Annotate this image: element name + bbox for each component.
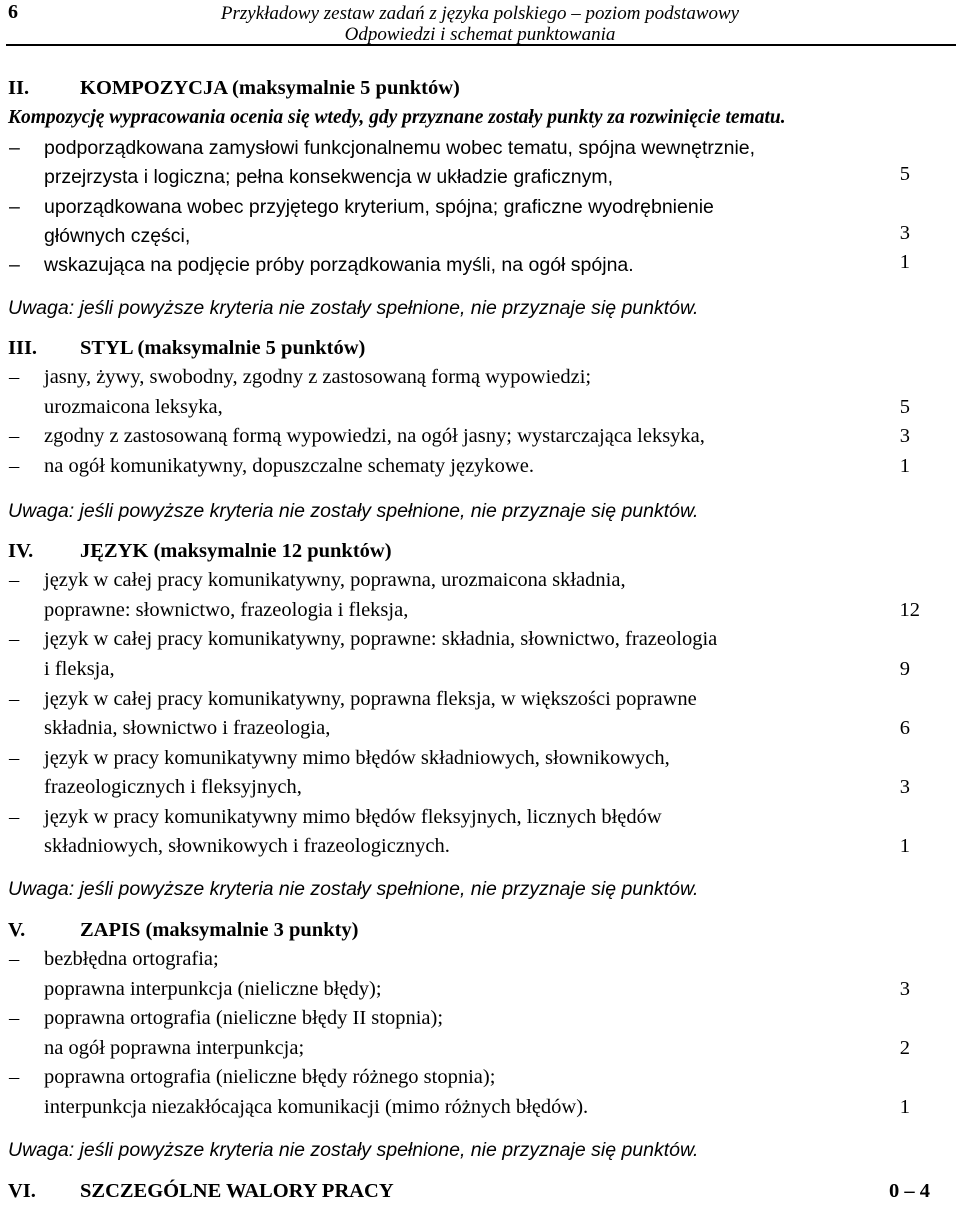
- dash-bullet: –: [9, 455, 20, 477]
- dash-bullet: –: [9, 688, 20, 710]
- criterion-text: poprawna ortografia (nieliczne błędy różnego stopnia);: [44, 1066, 496, 1088]
- page-number: 6: [8, 1, 18, 23]
- dash-bullet: –: [9, 425, 20, 447]
- criterion-text: jasny, żywy, swobodny, zgodny z zastosowaną formą wypowiedzi;: [44, 366, 592, 388]
- header-rule: [6, 44, 956, 46]
- section-title: JĘZYK (maksymalnie 12 punktów): [80, 540, 392, 562]
- section-title: ZAPIS (maksymalnie 3 punkty): [80, 919, 359, 941]
- criterion-text: język w pracy komunikatywny mimo błędów składniowych, słownikowych,: [44, 747, 670, 769]
- criterion-text: język w całej pracy komunikatywny, poprawna, urozmaicona składnia,: [44, 569, 626, 591]
- kompozycja-note: Uwaga: jeśli powyższe kryteria nie zostały spełnione, nie przyznaje się punktów.: [8, 297, 699, 319]
- section-title: KOMPOZYCJA (maksymalnie 5 punktów): [80, 77, 460, 99]
- criterion-text: uporządkowana wobec przyjętego kryterium, spójna; graficzne wyodrębnienie: [44, 196, 714, 218]
- dash-bullet: –: [9, 366, 20, 388]
- kompozycja-intro: Kompozycję wypracowania ocenia się wtedy, gdy przyznane zostały punkty za rozwinięcie tematu.: [8, 107, 786, 128]
- section-title: STYL (maksymalnie 5 punktów): [80, 337, 366, 359]
- points-value: 9: [899, 658, 910, 680]
- points-value: 3: [899, 222, 910, 244]
- criterion-text: urozmaicona leksyka,: [44, 396, 223, 418]
- criterion-text: język w całej pracy komunikatywny, poprawna fleksja, w większości poprawne: [44, 688, 697, 710]
- criterion-text: interpunkcja niezakłócająca komunikacji (mimo różnych błędów).: [44, 1096, 589, 1118]
- criterion-text: podporządkowana zamysłowi funkcjonalnemu wobec tematu, spójna wewnętrznie,: [44, 137, 756, 159]
- dash-bullet: –: [9, 628, 20, 650]
- points-value: 1: [899, 1096, 910, 1118]
- criterion-text: i fleksja,: [44, 658, 115, 680]
- zapis-note: Uwaga: jeśli powyższe kryteria nie zostały spełnione, nie przyznaje się punktów.: [8, 1139, 699, 1161]
- points-value: 5: [899, 396, 910, 418]
- criterion-text: frazeologicznych i fleksyjnych,: [44, 776, 302, 798]
- points-value: 3: [899, 425, 910, 447]
- dash-bullet: –: [9, 806, 20, 828]
- criterion-text: bezbłędna ortografia;: [44, 948, 219, 970]
- section-roman-numeral: III.: [8, 337, 38, 359]
- points-value: 1: [899, 251, 910, 273]
- criterion-text: przejrzysta i logiczna; pełna konsekwencja w układzie graficznym,: [44, 166, 614, 188]
- dash-bullet: –: [9, 747, 20, 769]
- dash-bullet: –: [9, 948, 20, 970]
- dash-bullet: –: [9, 196, 20, 218]
- criterion-text: składniowych, słownikowych i frazeologicznych.: [44, 835, 450, 857]
- criterion-text: język w całej pracy komunikatywny, poprawne: składnia, słownictwo, frazeologia: [44, 628, 718, 650]
- section-roman-numeral: V.: [8, 919, 26, 941]
- criterion-text: składnia, słownictwo i frazeologia,: [44, 717, 331, 739]
- styl-note: Uwaga: jeśli powyższe kryteria nie zostały spełnione, nie przyznaje się punktów.: [8, 500, 699, 522]
- dash-bullet: –: [9, 137, 20, 159]
- points-value: 1: [899, 835, 910, 857]
- criterion-text: poprawna interpunkcja (nieliczne błędy);: [44, 978, 382, 1000]
- criterion-text: język w pracy komunikatywny mimo błędów fleksyjnych, licznych błędów: [44, 806, 662, 828]
- points-value: 5: [899, 163, 910, 185]
- dash-bullet: –: [9, 1066, 20, 1088]
- section-title: SZCZEGÓLNE WALORY PRACY: [80, 1180, 394, 1202]
- points-value: 2: [899, 1037, 910, 1059]
- points-value: 6: [899, 717, 910, 739]
- criterion-text: poprawne: słownictwo, frazeologia i fleksja,: [44, 599, 409, 621]
- dash-bullet: –: [9, 1007, 20, 1029]
- dash-bullet: –: [9, 569, 20, 591]
- section-roman-numeral: VI.: [8, 1180, 36, 1202]
- criterion-text: wskazująca na podjęcie próby porządkowania myśli, na ogół spójna.: [44, 254, 634, 276]
- criterion-text: poprawna ortografia (nieliczne błędy II stopnia);: [44, 1007, 444, 1029]
- section-roman-numeral: II.: [8, 77, 30, 99]
- points-value: 3: [899, 978, 910, 1000]
- criterion-text: na ogół komunikatywny, dopuszczalne schematy językowe.: [44, 455, 534, 477]
- section-roman-numeral: IV.: [8, 540, 34, 562]
- header-title-line1: Przykładowy zestaw zadań z języka polskiego – poziom podstawowy: [220, 3, 740, 24]
- points-value: 3: [899, 776, 910, 798]
- points-value: 0 – 4: [889, 1180, 930, 1202]
- criterion-text: zgodny z zastosowaną formą wypowiedzi, na ogół jasny; wystarczająca leksyka,: [44, 425, 705, 447]
- points-value: 12: [899, 599, 920, 621]
- criterion-text: na ogół poprawna interpunkcja;: [44, 1037, 305, 1059]
- criterion-text: głównych części,: [44, 225, 191, 247]
- points-value: 1: [899, 455, 910, 477]
- header-title-line2: Odpowiedzi i schemat punktowania: [344, 24, 616, 45]
- dash-bullet: –: [9, 254, 20, 276]
- jezyk-note: Uwaga: jeśli powyższe kryteria nie zostały spełnione, nie przyznaje się punktów.: [8, 878, 699, 900]
